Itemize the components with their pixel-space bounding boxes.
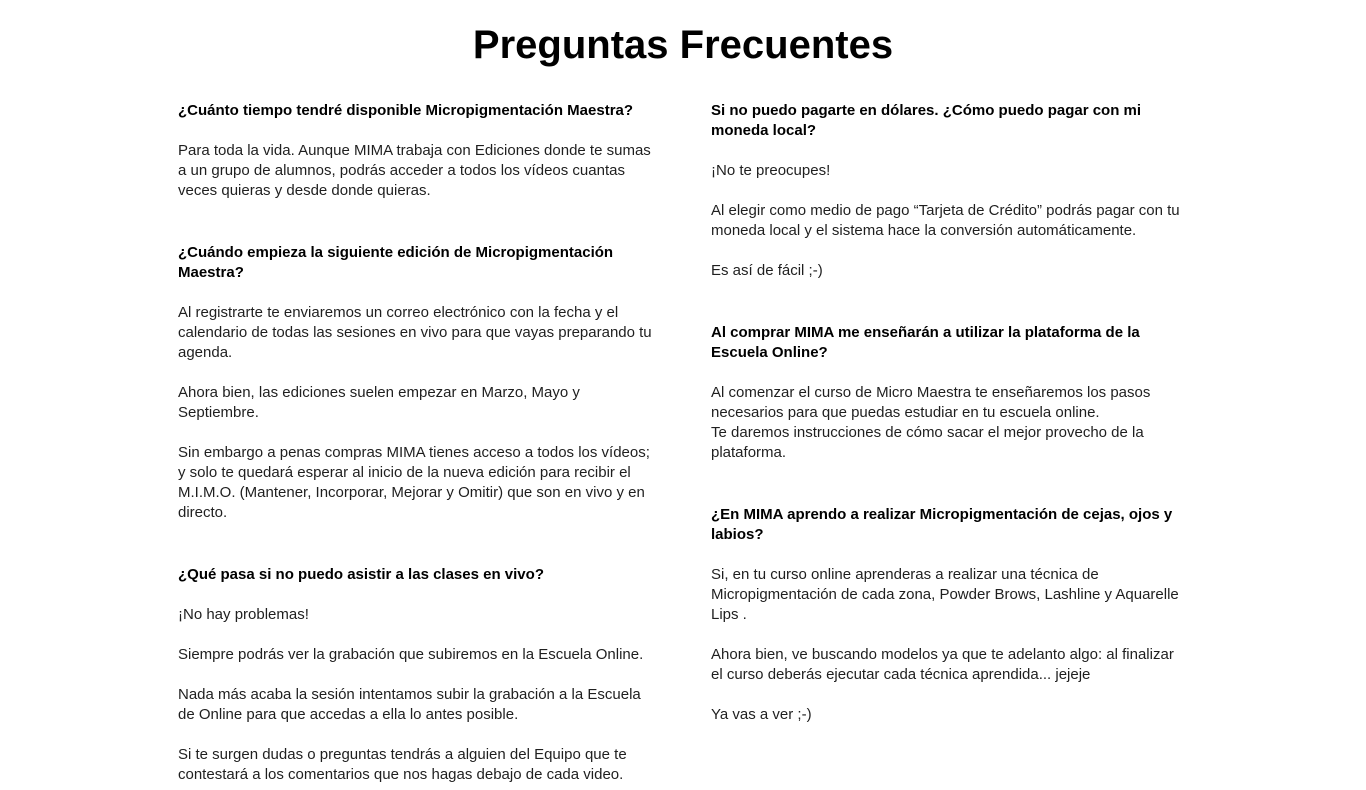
faq-question: Si no puedo pagarte en dólares. ¿Cómo puedo pagar con mi moneda local? (711, 102, 1142, 139)
faq-item (178, 565, 655, 785)
faq-answer-paragraph: Es así de fácil ;-) (711, 262, 823, 279)
faq-answer-paragraph: Si, en tu curso online aprenderas a realizar una técnica de Micropigmentación de cada zona, Powder Brows, Lashline y Aquarelle Lips . (711, 566, 1179, 623)
faq-question: ¿En MIMA aprendo a realizar Micropigmentación de cejas, ojos y labios? (711, 506, 1173, 543)
faq-question: ¿Cuándo empieza la siguiente edición de Micropigmentación Maestra? (178, 244, 614, 281)
faq-item (711, 323, 1188, 463)
faq-answer-paragraph: Al elegir como medio de pago “Tarjeta de Crédito” podrás pagar con tu moneda local y el sistema hace la conversión automáticamente. (711, 202, 1180, 239)
faq-answer-paragraph: Si te surgen dudas o preguntas tendrás a alguien del Equipo que te contestará a los comentarios que nos hagas debajo de cada video. (178, 746, 627, 783)
faq-answer-paragraph: Ahora bien, las ediciones suelen empezar en Marzo, Mayo y Septiembre. (178, 384, 580, 421)
faq-item (178, 243, 655, 523)
faq-question: ¿Cuánto tiempo tendré disponible Micropigmentación Maestra? (178, 102, 634, 119)
faq-answer-paragraph: ¡No te preocupes! (711, 162, 831, 179)
faq-column-right (711, 101, 1188, 785)
faq-item (711, 505, 1188, 725)
answer-line: Te daremos instrucciones de cómo sacar el mejor provecho de la plataforma. (711, 424, 1144, 461)
faq-answer-paragraph: Ahora bien, ve buscando modelos ya que te adelanto algo: al finalizar el curso deberás ejecutar cada técnica aprendida... jejeje (711, 646, 1174, 683)
faq-answer-paragraph: Para toda la vida. Aunque MIMA trabaja con Ediciones donde te sumas a un grupo de alumnos, podrás acceder a todos los vídeos cuantas veces quieras y desde donde quieras. (178, 142, 651, 199)
faq-question: ¿Qué pasa si no puedo asistir a las clases en vivo? (178, 566, 544, 583)
faq-item (711, 101, 1188, 281)
faq-answer-paragraph (711, 383, 1188, 463)
faq-answer-paragraph: Nada más acaba la sesión intentamos subir la grabación a la Escuela de Online para que accedas a ella lo antes posible. (178, 686, 641, 723)
page-title: Preguntas Frecuentes (472, 23, 894, 67)
faq-answer-paragraph: Ya vas a ver ;-) (711, 706, 812, 723)
answer-line: Al comenzar el curso de Micro Maestra te enseñaremos los pasos necesarios para que puedas estudiar en tu escuela online. (711, 384, 1151, 421)
faq-column-left (178, 101, 655, 785)
faq-answer-paragraph: Al registrarte te enviaremos un correo electrónico con la fecha y el calendario de todas las sesiones en vivo para que vayas preparando tu agenda. (178, 304, 652, 361)
faq-container (178, 101, 1188, 785)
faq-question: Al comprar MIMA me enseñarán a utilizar la plataforma de la Escuela Online? (711, 324, 1140, 361)
faq-answer-paragraph: ¡No hay problemas! (178, 606, 309, 623)
faq-answer-paragraph: Siempre podrás ver la grabación que subiremos en la Escuela Online. (178, 646, 644, 663)
faq-answer-paragraph: Sin embargo a penas compras MIMA tienes acceso a todos los vídeos; y solo te quedará esperar al inicio de la nueva edición para recibir el M.I.M.O. (Mantener, Incorporar, Mejorar y Omitir) que son en vivo y en directo. (178, 444, 650, 521)
faq-item (178, 101, 655, 201)
